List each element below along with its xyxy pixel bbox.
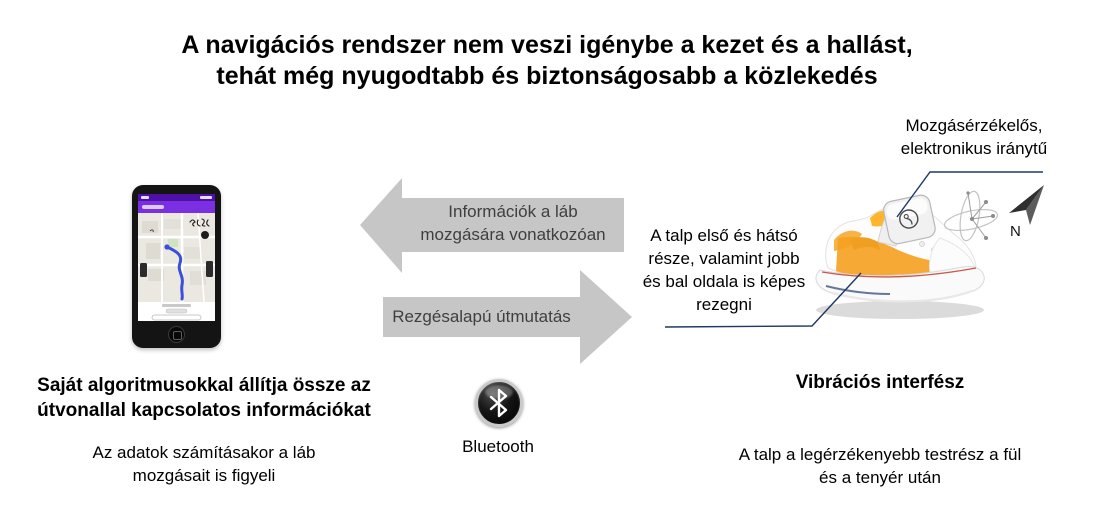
arrow-info-label-line2: mozgására vonatkozóan	[420, 225, 606, 244]
sole-vibration-label-line2: része, valamint jobb	[648, 249, 800, 268]
motion-sensor-label	[858, 114, 1090, 160]
map-view	[138, 213, 215, 321]
phone-column-heading	[8, 373, 400, 423]
map-mode-button	[201, 231, 209, 239]
arrow-guidance-label: Rezgésalapú útmutatás	[392, 307, 571, 326]
shoe-column-subtext-line1: A talp a legérzékenyebb testrész a fül	[738, 445, 1022, 464]
status-icons-left	[141, 196, 149, 199]
app-bar-title-placeholder	[142, 205, 164, 209]
arrow-info-label	[402, 200, 624, 246]
map-graphic	[138, 213, 215, 321]
page-title-line2: tehát még nyugodtabb és biztonságosabb a közlekedés	[216, 62, 878, 90]
map-left-button	[140, 263, 147, 277]
phone-column-heading-line1: Saját algoritmusokkal állítja össze az	[37, 375, 371, 396]
phone-status-bar	[138, 194, 215, 201]
page-title-line1: A navigációs rendszer nem veszi igénybe a kezet és a hallást,	[181, 31, 913, 59]
phone-column-subtext	[28, 441, 380, 487]
compass-north-arrow-icon	[1004, 183, 1052, 241]
phone-column-subtext-line1: Az adatok számításakor a láb	[92, 443, 316, 462]
sole-vibration-label-line4: rezegni	[696, 295, 752, 314]
phone-column-heading-line2: útvonallal kapcsolatos információkat	[37, 400, 371, 421]
bluetooth-label: Bluetooth	[462, 437, 534, 456]
gyroscope-axes-icon	[941, 180, 1005, 252]
bluetooth-icon	[475, 379, 523, 427]
compass-north-label: N	[1010, 223, 1021, 240]
home-button	[168, 326, 185, 343]
sole-vibration-label	[628, 224, 820, 316]
sole-vibration-label-line1: A talp első és hátsó	[650, 226, 798, 245]
sole-vibration-label-line3: és bal oldala is képes	[642, 272, 806, 291]
map-right-button	[206, 261, 213, 277]
page-title	[0, 30, 1094, 92]
phone-column-subtext-line2: mozgásait is figyeli	[132, 466, 276, 485]
phone-screen	[138, 194, 215, 321]
motion-sensor-label-line2: elektronikus iránytű	[900, 139, 1048, 158]
bluetooth-rune	[478, 382, 520, 424]
arrow-info-label-line1: Információk a láb	[448, 202, 578, 221]
shoe-column-heading: Vibrációs interfész	[795, 372, 965, 393]
status-icons-right	[200, 196, 212, 199]
vibration-device	[882, 193, 937, 245]
smartphone-illustration	[132, 185, 221, 348]
shoe-column-subtext-line2: és a tenyér után	[819, 468, 941, 487]
shoe-column-subtext	[698, 443, 1062, 489]
phone-app-bar	[138, 201, 215, 213]
motion-sensor-label-line1: Mozgásérzékelős,	[905, 116, 1043, 135]
arrow-guidance-to-shoe	[383, 270, 632, 364]
arrow-info-to-phone	[360, 178, 624, 273]
